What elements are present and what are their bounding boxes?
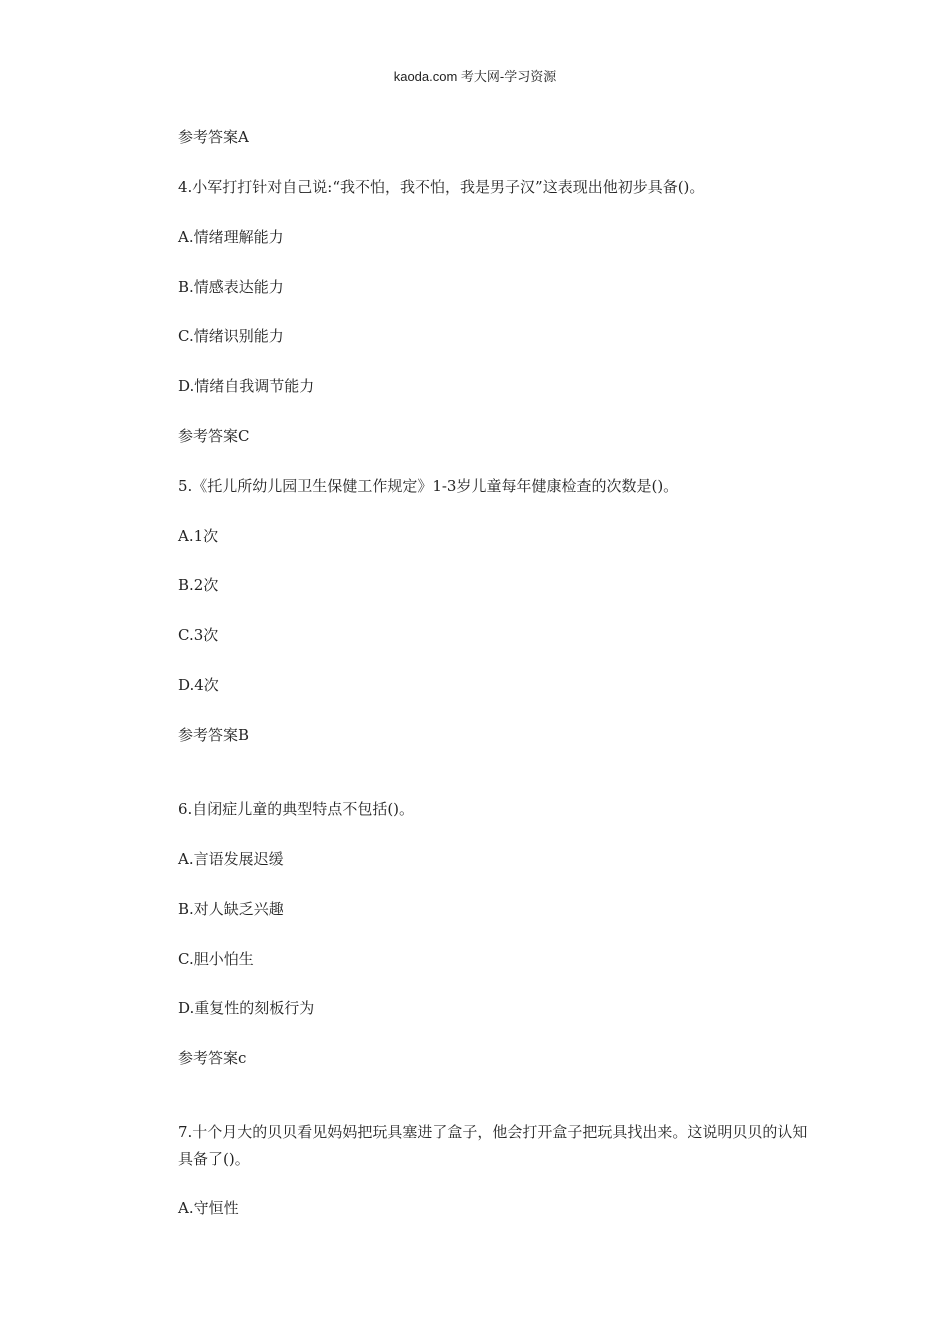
page-header: kaoda.com 考大网-学习资源 (393, 69, 557, 84)
answer-3: 参考答案A (178, 128, 249, 146)
q5-option-c: C.3次 (178, 626, 219, 644)
q5-option-d: D.4次 (178, 676, 219, 694)
q4-option-a: A.情绪理解能力 (178, 228, 284, 246)
q7-option-a: A.守恒性 (178, 1199, 239, 1217)
q5-option-b: B.2次 (178, 576, 219, 594)
q6-option-a: A.言语发展迟缓 (178, 850, 284, 868)
question-6: 6.自闭症儿童的典型特点不包括()。 (178, 800, 415, 818)
question-5: 5.《托儿所幼儿园卫生保健工作规定》1-3岁儿童每年健康检查的次数是()。 (178, 477, 679, 495)
q6-option-b: B.对人缺乏兴趣 (178, 900, 284, 918)
q4-option-d: D.情绪自我调节能力 (178, 377, 315, 395)
q4-option-c: C.情绪识别能力 (178, 327, 284, 345)
q4-option-b: B.情感表达能力 (178, 278, 284, 296)
question-4: 4.小军打打针对自己说:“我不怕，我不怕，我是男子汉”这表现出他初步具备()。 (178, 178, 705, 196)
question-7: 7.十个月大的贝贝看见妈妈把玩具塞进了盒子，他会打开盒子把玩具找出来。这说明贝贝的认知具备了()。 (178, 1123, 808, 1168)
answer-6: 参考答案c (178, 1049, 247, 1067)
answer-4: 参考答案C (178, 427, 250, 445)
q5-option-a: A.1次 (178, 527, 219, 545)
q6-option-c: C.胆小怕生 (178, 950, 254, 968)
answer-5: 参考答案B (178, 726, 250, 744)
q6-option-d: D.重复性的刻板行为 (178, 999, 315, 1017)
